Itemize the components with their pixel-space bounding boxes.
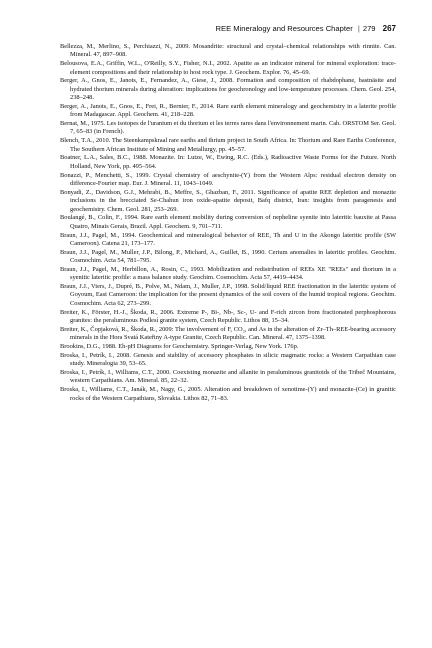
page-number: 267 — [382, 24, 396, 33]
reference-entry: Braun, J.J., Pagel, M., 1994. Geochemical and mineralogical behavior of REE, Th and U in the Akongo lateritic profile (SW Cameroon). Catena 21, 173–177. — [60, 231, 396, 247]
chapter-label: Chapter — [325, 24, 353, 33]
reference-list — [60, 43, 396, 403]
reference-entry: Brookins, D.G., 1988. Eh-pH Diagrams for Geochemistry. Springer-Verlag, New York. 176p. — [60, 343, 299, 351]
reference-entry: Blench, T.A., 2010. The Steenkampskraal rare earths and thrium project in South Africa. In: Thorium and Rare Earths Conference, The Southern African Institute of Mining and Metallurgy, pp. 45–57. — [60, 137, 396, 153]
reference-entry: Broska, I., Petrík, I., 2008. Genesis and stability of accessory phosphates in silicic magmatic rocks: a Western Carpathian case study. Mineralogia 39, 53–65. — [60, 351, 396, 368]
reference-entry: Bernat, M., 1975. Les isotopes de l'uranium et du thorium et les terres rares dans l'environnement marin. Cah. ORSTOM Ser. Geol. 7, 65–83 (in French). — [60, 120, 396, 136]
reference-entry: Berger, A., Gnos, E., Janots, E., Fernandez, A., Giese, J., 2008. Formation and composition of rhabdophane, bastnäsite and hydrated thorium minerals during alteration: implications for geochronology and low-temperature processes. Chem. Geol. 254, 238–248. — [60, 77, 396, 102]
reference-entry: Berger, A., Janots, E., Gnos, E., Frei, R., Bernier, F., 2014. Rare earth element mineralogy and geochemistry in a laterite profile from Madagascar. Appl. Geochem. 41, 218–228. — [60, 102, 396, 119]
header-separator: | — [357, 24, 360, 33]
reference-entry: Bellezza, M., Merlino, S., Perchiazzi, N., 2009. Mosandrite: structural and crystal–chemical relationships with rinnite. Can. Mineral. 47, 897–908. — [60, 43, 396, 59]
reference-entry: Braun, J.J., Pagel, M., Herbillon, A., Rosin, C., 1993. Mobilization and redistribution of REEs XE "REEs" and thorium in a syenitic lateritic profile: a mass balance study. Geochim. Cosmochim. Acta 57, 4419–4434. — [60, 265, 396, 282]
reference-entry: Breiter, K., Čopjaková, R., Škoda, R., 2009: The involvement of F, CO₂, and As in the alteration of Zr–Th–REE-bearing accessory minerals in the Hora Svatá Kateřiny A-type Granite, Czech Republic. Can. Mineral. 47, 1375–1398. — [60, 325, 396, 342]
reference-entry: Boulangé, B., Colin, F., 1994. Rare earth element mobility during conversion of nepheline syenite into lateritic bauxite at Passa Quatro, Minais Gerais, Brazil. Appl. Geochem. 9, 701–711. — [60, 214, 396, 230]
reference-entry: Belousova, E.A., Griffin, W.L., O'Reilly, S.Y., Fisher, N.I., 2002. Apatite as an indicator mineral for mineral exploration: trace-element compositions and their relationship to host rock type. J. Geochem. Explor. 76, 45–69. — [60, 60, 396, 76]
reference-entry: Braun, J.J., Pagel, M., Muller, J.P., Bilong, P., Michard, A., Guillet, B., 1990. Cerium anomalies in lateritic profiles. Geochim. Cosmochim. Acta 54, 781–795. — [60, 248, 396, 265]
reference-entry: Breiter, K., Förster, H.-J., Škoda, R., 2006. Extreme P-, Bi-, Nb-, Sc-, U- and F-rich zircon from fractionated perphosphorous granites: the peraluminous Podlesí granite system, Czech Republic. Lithos 88, 15–34. — [60, 308, 396, 324]
reference-entry: Bonazzi, P., Menchetti, S., 1999. Crystal chemistry of aeschynite-(Y) from the Western Alps: residual electron density on difference-Fourier map. Eur. J. Mineral. 11, 1043–1049. — [60, 171, 396, 187]
chapter-number: 279 — [362, 24, 376, 33]
running-title: REE Mineralogy and Resources — [215, 24, 324, 33]
reference-entry: Braun, J.J., Viers, J., Dupré, B., Polve, M., Ndam, J., Muller, J.P., 1998. Solid/liquid REE fractionation in the lateritic system of Goyoum, East Cameroon: the implication for the present dynamics of the soil covers of the humid tropical regions. Geochim. Cosmochim. Acta 62, 273–299. — [60, 283, 396, 307]
running-header — [60, 24, 396, 33]
reference-entry: Boatner, L.A., Sales, B.C., 1988. Monazite. In: Lutze, W., Ewing, R.C. (Eds.), Radioactive Waste Forms for the Future. North Holland, New York, pp. 495–564. — [60, 154, 396, 170]
reference-entry: Broska, I., Williams, C.T., Janák, M., Nagy, G., 2005. Alteration and breakdown of xenotime-(Y) and monazite-(Ce) in granitic rocks of the Western Carpathians, Slovakia. Lithos 82, 71–83. — [60, 386, 396, 402]
reference-entry: Broska, I., Petrík, I., Williams, C.T., 2000. Coexisting monazite and allanite in peraluminous granitoids of the Tribeč Mountains, western Carpathians. Am. Mineral. 85, 22–32. — [60, 369, 396, 385]
reference-entry: Bonyadi, Z., Davidson, G.J., Mehrabi, B., Meffre, S., Ghazban, F., 2011. Significance of apatite REE depletion and monazite inclusions in the brecciated Se-Chahun iron oxide-apatite deposit, Bafq district, Iran: insights from paragenesis and geochemistry. Chem. Geol. 281, 253–269. — [60, 188, 396, 213]
